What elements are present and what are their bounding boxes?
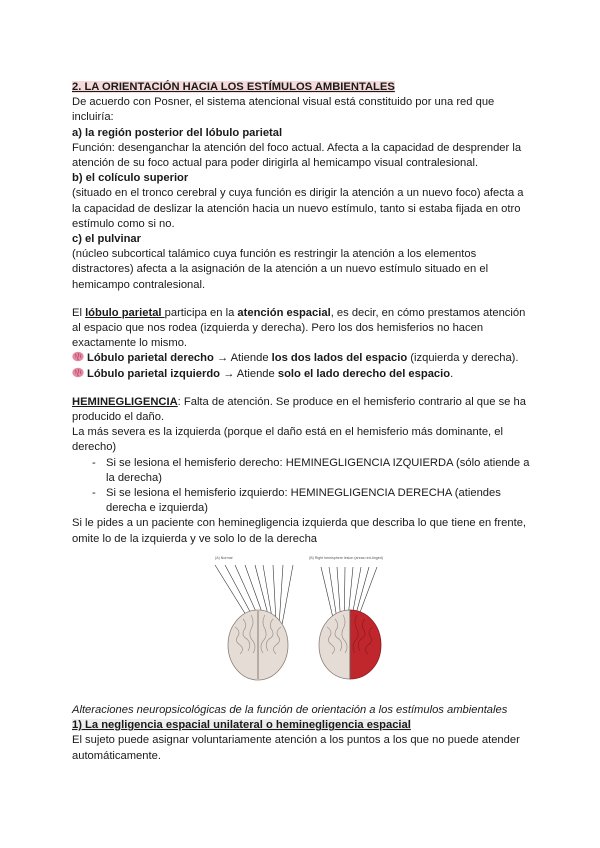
brain-illustration [213, 553, 391, 681]
right-parietal-line: Lóbulo parietal derecho → Atiende los dos lados del espacio (izquierda y derecha). [72, 351, 534, 366]
parietal-paragraph: El lóbulo parietal participa en la atención espacial, es decir, en cómo prestamos atención al espacio que nos rodea (izquierda y derecha). Pero los dos hemisferios no hacen exactamente lo mismo. [72, 306, 526, 350]
severity-paragraph: La más severa es la izquierda (porque el daño está en el hemisferio más dominante, el derecho) [72, 426, 503, 454]
brain-figure [213, 553, 391, 681]
item-a-text: Función: desenganchar la atención del foco actual. Afecta a la capacidad de desprender la atención de su foco actual para poder dirigirla al hemicampo visual contralesional. [72, 141, 522, 170]
intro-paragraph: De acuerdo con Posner, el sistema atencional visual está constituido por una red que incluiría: [72, 96, 495, 124]
lesion-brain [319, 610, 381, 679]
spatial-attention-term: atención espacial [237, 306, 331, 319]
brain-icon [72, 351, 84, 362]
section-title-line [72, 80, 534, 95]
normal-brain [228, 610, 288, 680]
parietal-term: lóbulo parietal [85, 306, 165, 319]
list-item: - Si se lesiona el hemisferio izquierdo: HEMINEGLIGENCIA DERECHA (atiendes derecha e izquierda) [92, 487, 501, 515]
example-paragraph: Si le pides a un paciente con heminegligencia izquierda que describa lo que tiene en frente, omite lo de la izquierda y ve solo lo de la derecha [72, 517, 527, 545]
left-parietal-line: Lóbulo parietal izquierdo → Atiende solo el lado derecho del espacio. [72, 367, 534, 382]
heminegligencia-term: HEMINEGLIGENCIA [72, 395, 178, 408]
figure-label-a: (A) Normal [215, 555, 233, 560]
item-b-text: (situado en el tronco cerebral y cuya función es dirigir la atención a un nuevo foco) afecta a la capacidad de deslizar la atención hacia un nuevo estímulo, tanto si estaba fijada en otro estímulo como si no. [72, 187, 524, 230]
document-page [72, 80, 534, 764]
brain-icon [72, 367, 84, 378]
section-1-heading: 1) La negligencia espacial unilateral o heminegligencia espacial [72, 719, 411, 732]
item-a-label: a) la región posterior del lóbulo parietal [72, 126, 283, 139]
item-c-label: c) el pulvinar [72, 233, 142, 246]
heminegligencia-definition: HEMINEGLIGENCIA: Falta de atención. Se produce en el hemisferio contrario al que se ha producido el daño. [72, 395, 526, 424]
item-c-text: (núcleo subcortical talámico cuya función es restringir la atención a los elementos distractores) afecta a la asignación de la atención a un nuevo estímulo situado en el hemicampo contralesional. [72, 248, 489, 291]
item-b-label: b) el colículo superior [72, 172, 189, 185]
figure-caption: Alteraciones neuropsicológicas de la función de orientación a los estímulos ambientales [72, 703, 508, 716]
section-title: 2. LA ORIENTACIÓN HACIA LOS ESTÍMULOS AMBIENTALES [72, 81, 395, 93]
list-item: - Si se lesiona el hemisferio derecho: HEMINEGLIGENCIA IZQUIERDA (sólo atiende a la derecha) [92, 456, 530, 484]
section-1-heading-line [72, 718, 534, 733]
figure-label-b: (B) Right hemisphere lesion (areas red-tinged) [309, 555, 383, 560]
section-1-text: El sujeto puede asignar voluntariamente atención a los puntos a los que no puede atender automáticamente. [72, 734, 520, 762]
